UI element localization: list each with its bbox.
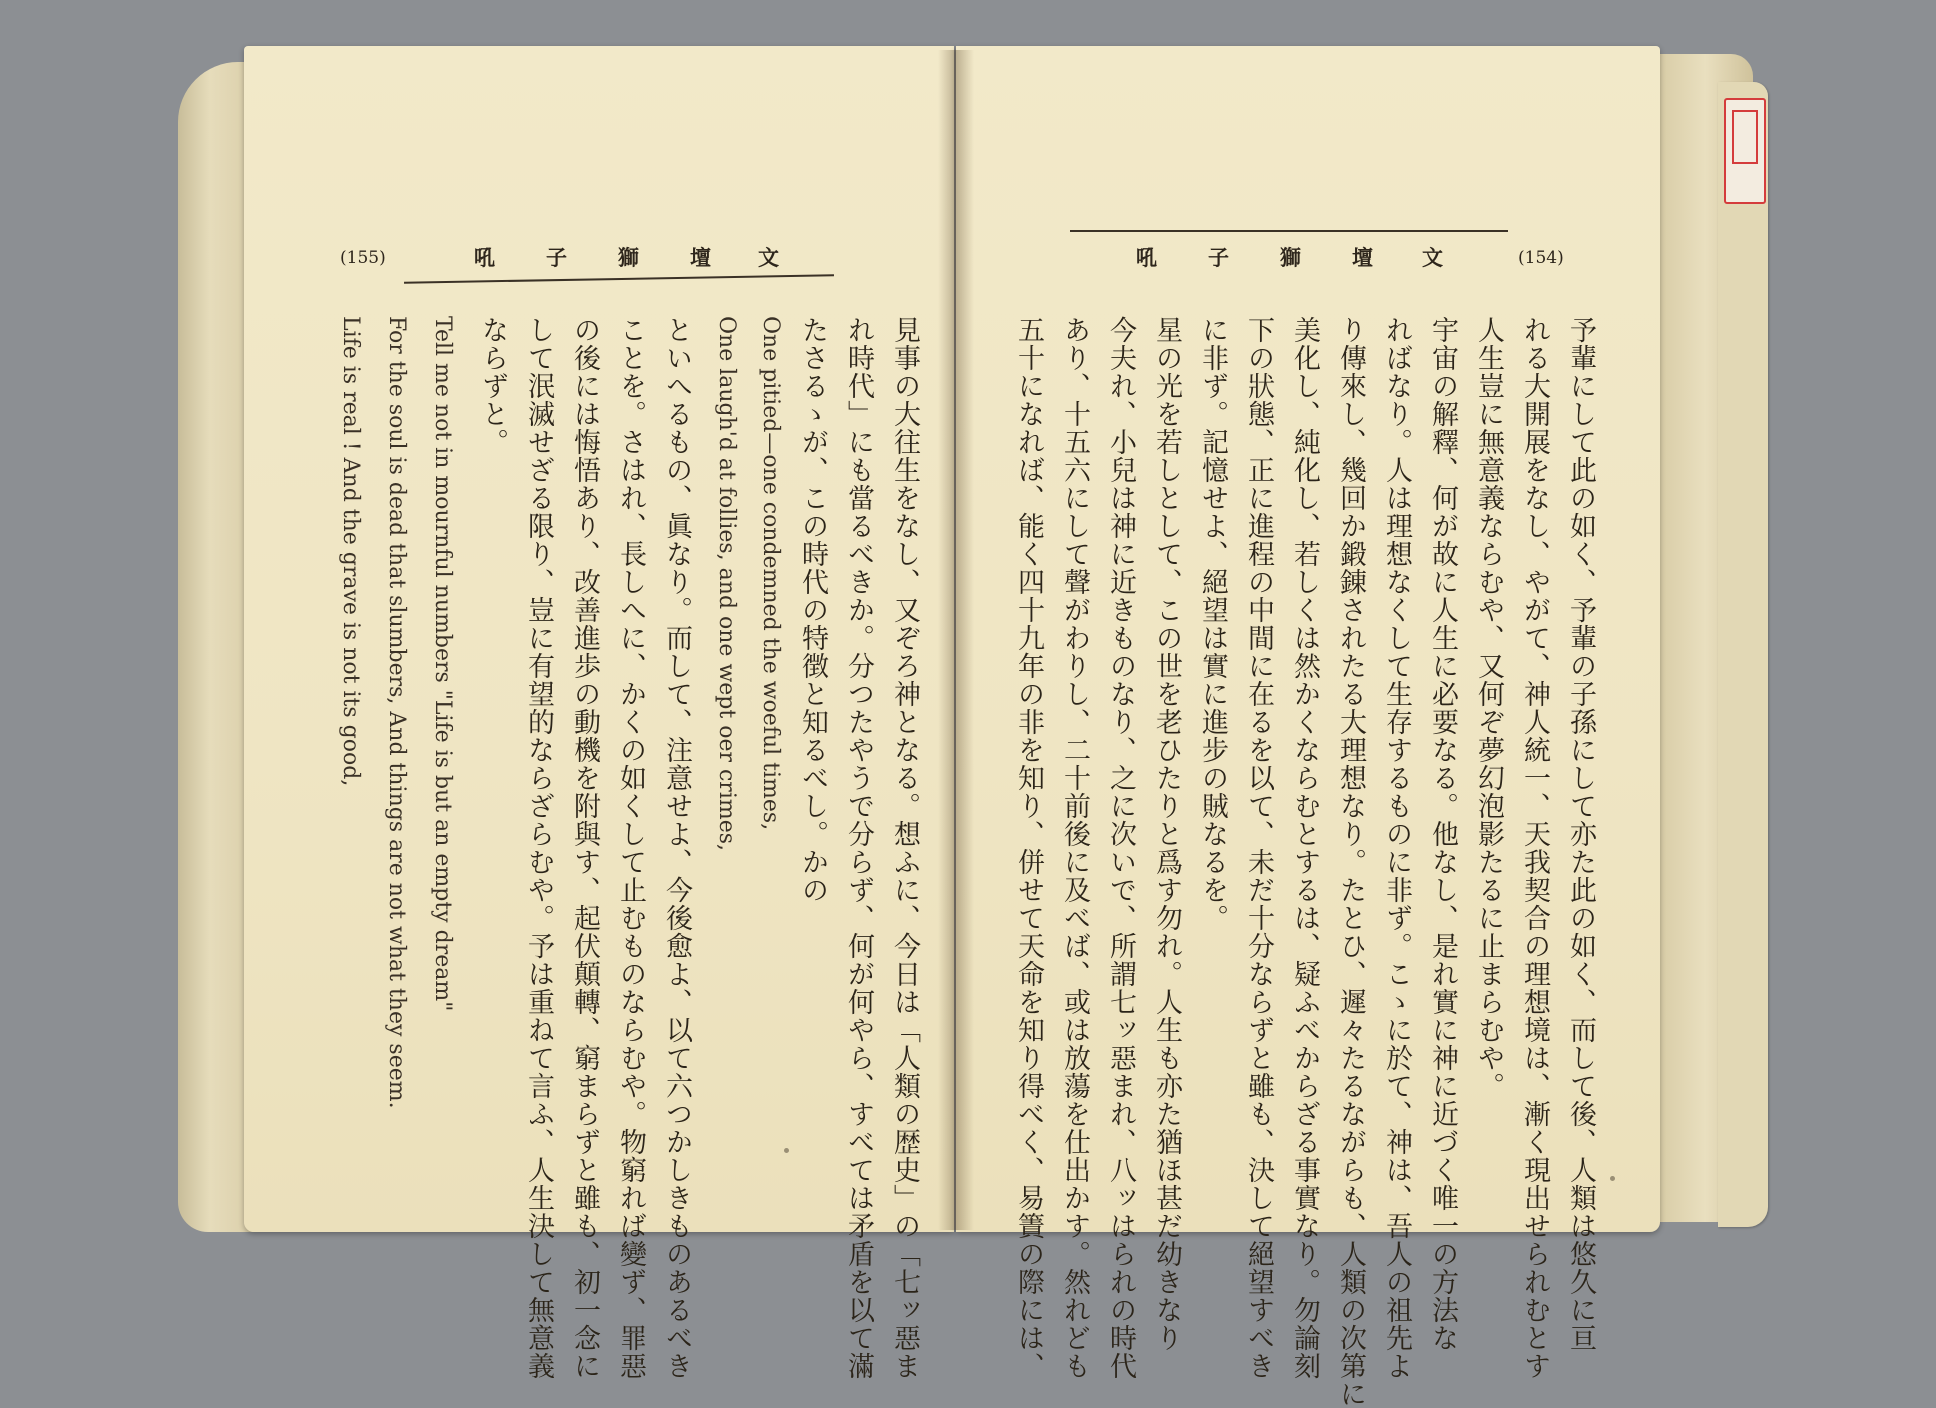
header-char: 子: [546, 245, 567, 270]
header-char: 獅: [618, 245, 639, 270]
text-column: といへるもの、眞なり。而して、注意せよ、今後愈よ、以て六つかしきものあるべき: [661, 316, 692, 1380]
text-column: 予輩にして此の如く、予輩の子孫にして亦た此の如く、而して後、人類は悠久に亘: [1565, 316, 1596, 1352]
header-char: 文: [1422, 245, 1443, 270]
header-char: 吼: [1136, 245, 1157, 270]
right-page-header: [956, 242, 1660, 282]
left-page-number: (155): [340, 248, 386, 268]
text-column: ことを。さはれ、長しへに、かくの如くして止むものならむや。物窮れば變ず、罪惡: [615, 316, 646, 1380]
text-column: 宇宙の解釋、何が故に人生に必要なる。他なし、是れ實に神に近づく唯一の方法な: [1427, 316, 1458, 1352]
left-page: [244, 46, 954, 1380]
text-column: あり、十五六にして聲がわりし、二十前後に及べば、或は放蕩を仕出かす。然れども: [1059, 316, 1090, 1380]
text-column: 星の光を若しとして、この世を老ひたりと爲す勿れ。人生も亦た猶ほ甚だ幼きなり: [1151, 316, 1182, 1352]
library-tab: [1718, 82, 1768, 1227]
text-column: 美化し、純化し、若しくは然かくならむとするは、疑ふべからざる事實なり。勿論刻: [1289, 316, 1320, 1380]
book-gutter: [938, 50, 974, 1230]
text-column: ればなり。人は理想なくして生存するものに非ず。こゝに於て、神は、吾人の祖先よ: [1381, 316, 1412, 1380]
english-verse-line: Tell me not in mournful numbers "Life is but an empty dream": [430, 316, 455, 1012]
left-page-header: [244, 242, 954, 282]
header-char: 獅: [1280, 245, 1301, 270]
header-char: 子: [1208, 245, 1229, 270]
text-column: れ時代」にも當るべきか。分つたやうで分らず、何が何やら、すべては矛盾を以て滿: [843, 316, 874, 1380]
text-column: 下の狀態、正に進程の中間に在るを以て、未だ十分ならずと雖も、決して絕望すべき: [1243, 316, 1274, 1380]
text-column: ならずと。: [477, 316, 508, 456]
english-verse-line: One laugh'd at follies, and one wept oer crimes,: [714, 316, 739, 852]
text-column: り傳來し、幾回か鍛錬されたる大理想なり。たとひ、遲々たるながらも、人類の次第に: [1335, 316, 1366, 1408]
red-library-stamp: [1724, 98, 1766, 204]
english-verse-line: For the soul is dead that slumbers, And things are not what they seem.: [384, 316, 409, 1109]
right-page-number: (154): [1518, 248, 1564, 268]
text-column: 人生豈に無意義ならむや、又何ぞ夢幻泡影たるに止まらむや。: [1473, 316, 1504, 1100]
english-verse-line: Life is real ! And the grave is not its good,: [338, 316, 363, 787]
text-column: れる大開展をなし、やがて、神人統一、天我契合の理想境は、漸く現出せられむとす: [1519, 316, 1550, 1380]
paper-speck: [784, 1148, 789, 1153]
header-char: 吼: [474, 245, 495, 270]
text-column: に非ず。記憶せよ、絕望は實に進步の賊なるを。: [1197, 316, 1228, 932]
header-char: 壇: [1352, 245, 1373, 270]
text-column: たさるゝが、この時代の特徴と知るべし。かの: [797, 316, 828, 904]
paper-speck: [1610, 1176, 1615, 1181]
text-column: して泯滅せざる限り、豈に有望的ならざらむや。予は重ねて言ふ、人生決して無意義: [523, 316, 554, 1380]
text-column: 今夫れ、小兒は神に近きものなり、之に次いで、所謂七ッ惡まれ、八ッはられの時代: [1105, 316, 1136, 1380]
header-char: 文: [758, 245, 779, 270]
text-column: 五十になれば、能く四十九年の非を知り、併せて天命を知り得べく、易簀の際には、: [1013, 316, 1044, 1380]
english-verse-line: One pitied—one condemned the woeful times,: [758, 316, 783, 831]
right-page: [956, 46, 1660, 1408]
text-column: の後には悔悟あり、改善進歩の動機を附與す、起伏顛轉、窮まらずと雖も、初一念に: [569, 316, 600, 1380]
header-char: 壇: [690, 245, 711, 270]
right-header-rule: [1070, 230, 1508, 232]
text-column: 見事の大往生をなし、又ぞろ神となる。想ふに、今日は「人類の歴史」の「七ッ惡ま: [889, 316, 920, 1380]
